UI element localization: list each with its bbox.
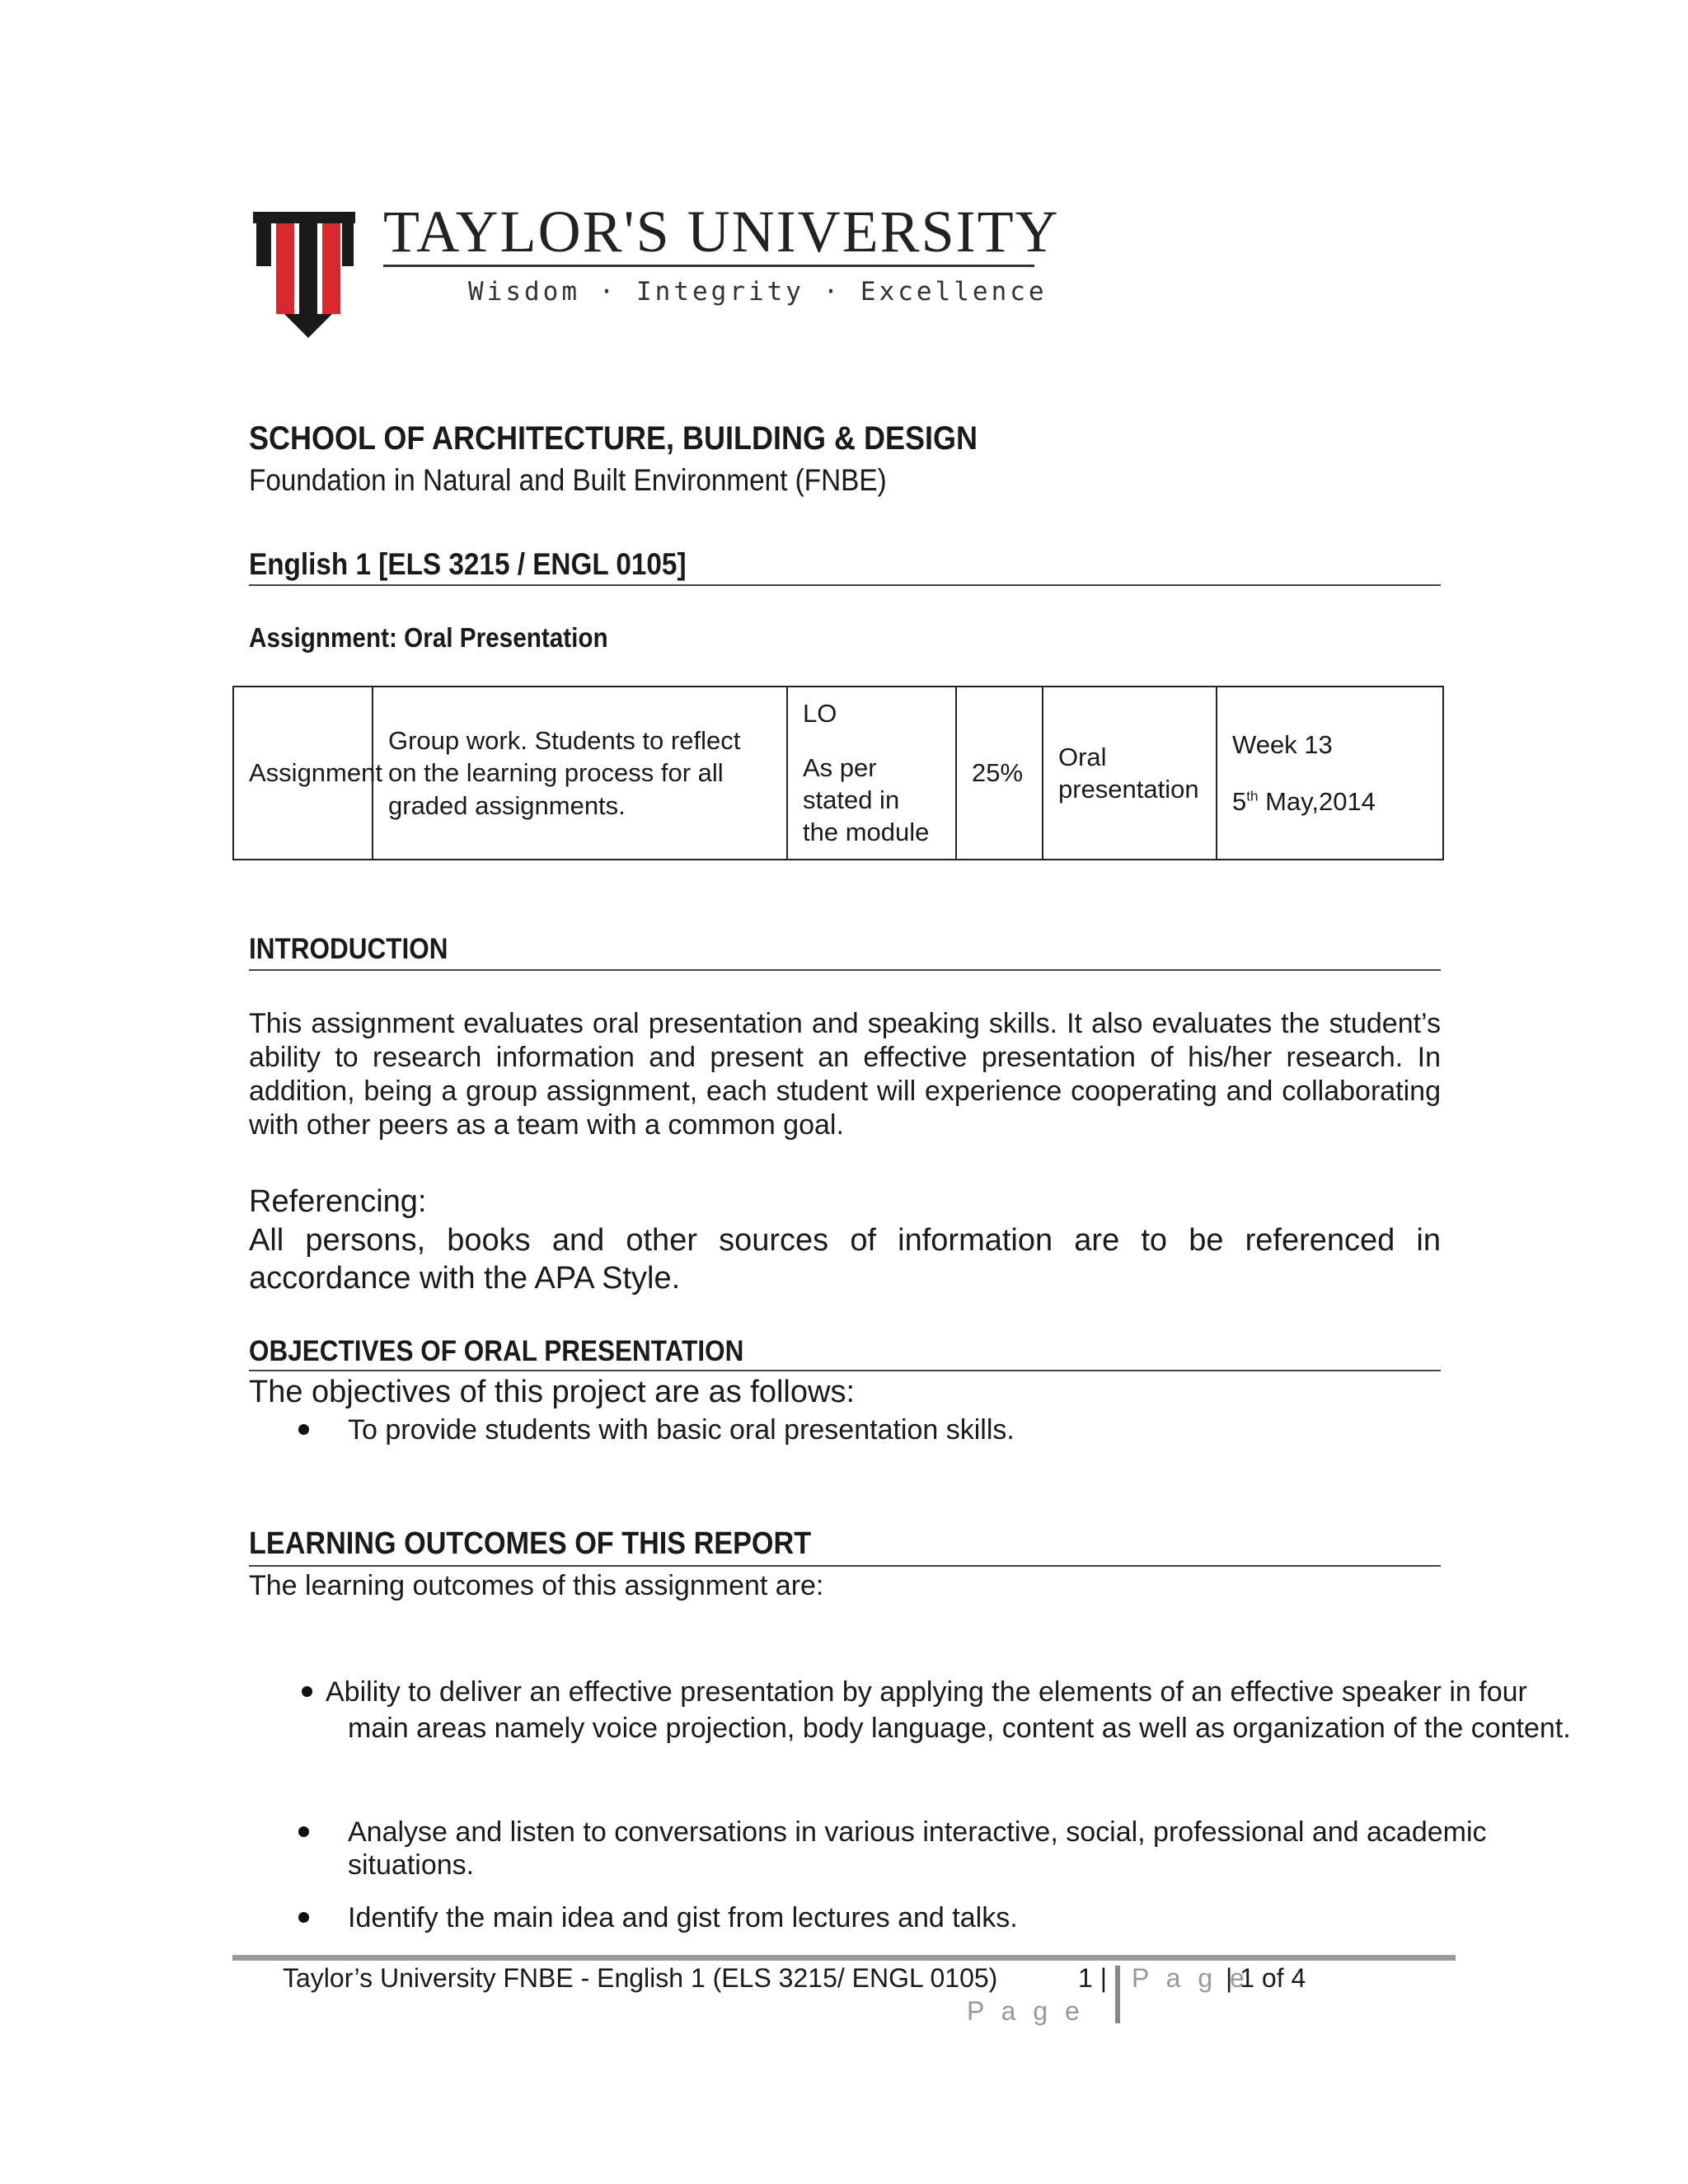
course-title: English 1 [ELS 3215 / ENGL 0105]	[249, 547, 687, 581]
footer-page-count: | 1 of 4	[1226, 1963, 1306, 1993]
footer-page-label-secondary: P a g e	[967, 1996, 1085, 2026]
bullet-icon	[298, 1912, 309, 1923]
cell-type: Assignment	[233, 687, 373, 860]
footer-page-number: 1 |	[1078, 1963, 1107, 1993]
referencing-body: All persons, books and other sources of information are to be referenced in accordance with the APA Style.	[249, 1223, 1441, 1296]
objectives-intro: The objectives of this project are as follows:	[249, 1375, 856, 1409]
university-crest-icon	[251, 202, 375, 342]
course-divider	[249, 584, 1441, 586]
outcome-item-1-line-2: main areas namely voice projection, body language, content as well as organization of the content.	[348, 1713, 1571, 1744]
outcome-item-2-line-1: Analyse and listen to conversations in various interactive, social, professional and academic	[348, 1816, 1487, 1848]
assignment-title: Assignment: Oral Presentation	[249, 622, 608, 653]
bullet-icon	[298, 1424, 309, 1435]
introduction-divider	[249, 969, 1441, 971]
footer-page-label: P a g e	[1132, 1963, 1250, 1993]
footer-divider	[232, 1955, 1456, 1961]
footer-course: Taylor’s University FNBE - English 1 (ELS 3215/ ENGL 0105)	[283, 1963, 998, 1993]
outcome-item-3: Identify the main idea and gist from lectures and talks.	[348, 1902, 1018, 1933]
objective-item: To provide students with basic oral presentation skills.	[348, 1414, 1015, 1446]
footer-separator	[1115, 1966, 1120, 2023]
cell-description: Group work. Students to reflect on the learning process for all graded assignments.	[373, 687, 787, 860]
lo-label: LO	[803, 699, 837, 729]
introduction-heading: INTRODUCTION	[249, 933, 448, 965]
lo-value: As per stated in the module	[803, 752, 930, 847]
logo-motto: Wisdom · Integrity · Excellence	[468, 277, 1048, 307]
school-title: SCHOOL OF ARCHITECTURE, BUILDING & DESIGN	[249, 420, 978, 457]
cell-mode: Oral presentation	[1043, 687, 1217, 860]
logo-wordmark: TAYLOR'S UNIVERSITY	[383, 199, 1060, 265]
bullet-icon	[298, 1826, 309, 1837]
cell-weight: 25%	[956, 687, 1043, 860]
outcome-item-2-line-2: situations.	[348, 1849, 475, 1881]
cell-due	[1217, 687, 1443, 860]
introduction-body: This assignment evaluates oral presentation and speaking skills. It also evaluates the student’s ability to research information and present an effective presentation of his/her research. In addition, being a group assignment, each student will experience cooperating and collaborating with other peers as a team with a common goal.	[249, 1008, 1441, 1141]
referencing-heading: Referencing:	[249, 1184, 427, 1219]
outcomes-divider	[249, 1565, 1441, 1567]
table-row	[233, 687, 1443, 860]
program-title: Foundation in Natural and Built Environment (FNBE)	[249, 463, 887, 497]
due-date: 5th May,2014	[1232, 787, 1376, 816]
cell-learning-outcome	[787, 687, 956, 860]
outcome-item-1-line-1: Ability to deliver an effective presentation by applying the elements of an effective speaker in four	[326, 1676, 1527, 1708]
logo-divider	[383, 265, 1034, 267]
due-week: Week 13	[1232, 729, 1333, 759]
bullet-icon	[302, 1686, 312, 1697]
objectives-divider	[249, 1370, 1441, 1371]
objectives-heading: OBJECTIVES OF ORAL PRESENTATION	[249, 1335, 744, 1367]
outcomes-intro: The learning outcomes of this assignment are:	[249, 1570, 824, 1601]
university-logo	[251, 199, 1060, 350]
assignment-table	[232, 686, 1444, 860]
outcomes-heading: LEARNING OUTCOMES OF THIS REPORT	[249, 1526, 812, 1561]
